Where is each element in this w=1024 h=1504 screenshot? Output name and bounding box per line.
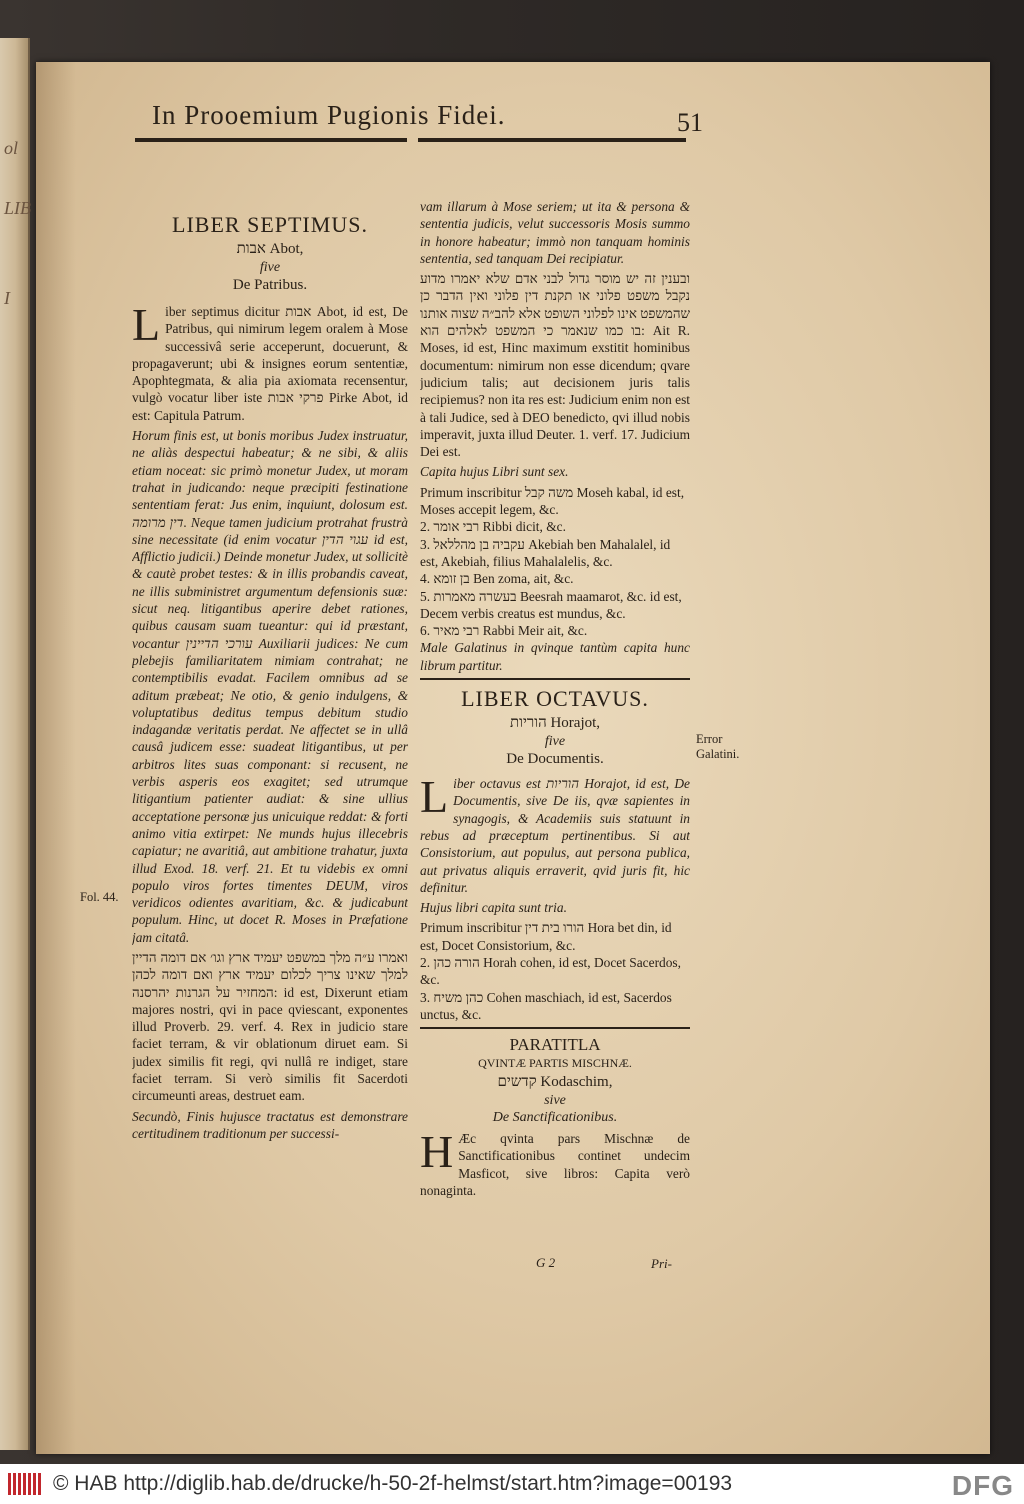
drop-capital: L: [132, 299, 161, 350]
paratitla-subheading: QVINTÆ PARTIS MISCHNÆ.: [478, 1056, 632, 1071]
margin-note-error: Error Galatini.: [696, 732, 740, 761]
chapter-item: 3. כהן משיח Cohen maschiach, id est, Sacerdos unctus, &c.: [420, 989, 672, 1022]
section-rule: [420, 1027, 690, 1029]
left-column: [132, 212, 408, 1272]
chapter-item: 2. רבי אומר Ribbi dicit, &c.: [420, 519, 566, 535]
subtitle: De Patribus.: [232, 277, 308, 293]
copyright-link[interactable]: © HAB http://diglib.hab.de/drucke/h-50-2f-helmst/start.htm?image=00193: [53, 1472, 733, 1495]
section-rule: [420, 678, 690, 680]
signature-mark: G 2: [536, 1255, 556, 1270]
adjacent-page-edge: [0, 38, 30, 1450]
paragraph: Secundò, Finis hujusce tractatus est demonstrare certitudinem traditionum per successi-: [132, 1108, 408, 1141]
drop-capital: H: [420, 1126, 454, 1178]
paragraph: [420, 1126, 690, 1199]
footer-bar: [0, 1464, 1024, 1504]
subtitle: De Documentis.: [506, 751, 604, 768]
chapter-item: Primum inscribitur משה קבל Moseh kabal, id est, Moses accepit legem, &c.: [420, 484, 685, 518]
paragraph: ובענין זה יש מוסר גדול לבני אדם שלא יאמרו מדוע נקבל משפט פלוני או תקנת דין פלוני ואין הדבר כן שהמשפט אינו לפלוני השופט אלא להב״ה שצוה אותנו בו כמו שנאמר כי המשפט לאלהים הוא: Ait R. Moses, id est, Hinc maximum exstitit hominibus documentum: nimirum non esse dicendum; qvare judicium talis; aut decisionem juris talis recipiemus? non ita res est: Judicium enim non est à tali Judice, sed à DEO benedicto, qvi illud nobis imperavit, juxta illud Deuter. 1. verf. 17. Judicium Dei est.: [420, 271, 690, 460]
chapter-item: 5. בעשרה מאמרות Beesrah maamarot, &c. id est, Decem verbis creatus est mundus, &c.: [420, 588, 682, 621]
book-heading-liber-septimus: LIBER SEPTIMUS.: [172, 212, 368, 237]
chapter-item: 6. רבי מאיר Rabbi Meir ait, &c.: [420, 623, 588, 639]
chapter-item: 4. בן זומא Ben zoma, ait, &c.: [420, 571, 574, 587]
sive-label: five: [544, 734, 566, 750]
drop-capital: L: [420, 771, 449, 823]
chapter-item: 3. עקביה בן מהללאל Akebiah ben Mahalalel, id est, Akebiah, filius Mahalalelis, &c.: [420, 536, 671, 569]
paragraph-text: iber septimus dicitur אבות Abot, id est, De Patribus, qui nimirum legem oralem à Mose successivâ serie acceperunt, docuerunt, & propagaverunt; ubi & insignes eorum sententiæ, Apophtegmata, & alia pia axiomata recensentur, vulgò vocatur liber iste פרקי אבות Pirke Abot, id est: Capitula Patrum.: [132, 304, 408, 423]
chapters-intro: Capita hujus Libri sunt sex.: [420, 464, 569, 480]
paragraph: [420, 771, 690, 896]
chapters-note: Male Galatinus in qvinque tantùm capita hunc librum partitur.: [420, 640, 690, 673]
paragraph-text: iber octavus est הוריות Horajot, id est, De Documentis, sive De iis, qvæ sapientes in synagogis, & Academiis suis statuunt in rebus ad præceptum pertinentibus. Si aut Consistorium, aut populus, aut persona publica, aut privatus aliquis erraverit, qvid juris fit, hic definitur.: [420, 776, 690, 895]
paragraph: Horum finis est, ut bonis moribus Judex instruatur, ne aliàs despectui habeatur; & ne sibi, & aliis etiam noceat: sic primò monetur Judex, ut moram trahat in judicando: neque præcipiti festinatione sententiam ferat: Jus enim, inquiunt, dolosum est. דין מרומה. Neque tamen judicium protrahat frustrà sine necessitate (id enim vocatur עגוי הדין id est, Afflictio judicii.) Deinde monetur Judex, ut sollicitè & cautè probet testes: & in illis probandis caveat, ne illis subministret argumentum defensionis suæ: sicut neq. litigantibus aperire debet rationes, quibus causam suam tueantur: qui id præstant, vocantur עורכי הדיינין Auxiliarii judices: Ne cum plebejis familiaritatem nimiam contrahat; ne contemptibilis evadat. Facilem omnibus ad se aditum præbeat; Ne otio, & genio indulgens, & voluptatibus deditus tempus debitum studio indagandæ veritatis perdat. Ne affectet se in ullâ causâ judicem esse: suadeat litigantibus, ut per arbitros lites suas componant: si recusent, ne verbis asperis eos exagitet; sed utrumque litigantium patienter audiat: & sine ullius acceptatione personæ jus unicuique reddat: & forti animo vitia extirpet: Ne munds hujus illecebris capiatur; ne avaritiâ, aut ambitione trahatur, juxta illud Exod. 18. verf. 21. Et tu videbis ex omni populo viros fortes timentes DEUM, viros veridicos odientes avaritiam, &c. & judicabunt populum. Hinc, ut docet R. Moses in Præfatione jam citatâ.: [132, 428, 408, 945]
chapter-item: Primum inscribitur הורו בית דין Hora bet din, id est, Docet Consistorium, &c.: [420, 920, 672, 953]
book-heading-liber-octavus: LIBER OCTAVUS.: [461, 686, 649, 712]
paragraph: ואמרו ע״ה מלך במשפט יעמיד ארץ וגו׳ אם דומה הדיין למלך שאינו צריך לכלום יעמיד ארץ ואם דומה לכהן המחזיר על הגרנות יהרסנה: id est, Dixerunt etiam majores nostri, qvi in pace qviescant, exponentes illud Proverb. 29. verf. 4. Rex in judicio stare faciet terram, & vir oblationum diruet eam. Si judex similis fit regi, qvi nullâ re indiget, stare faciet terram. Si verò similis fit Sacerdoti circumeunti areas, destruet eam.: [132, 949, 408, 1104]
header-rule-right: [418, 138, 686, 142]
hebrew-subheading: קדשים Kodaschim,: [497, 1074, 613, 1091]
adjacent-page-mark: LIB: [4, 198, 31, 218]
sive-label: five: [259, 260, 281, 275]
page-number: 51: [677, 108, 703, 137]
subtitle: De Sanctificationibus.: [492, 1110, 618, 1126]
margin-note-fol: Fol. 44.: [80, 890, 119, 904]
running-head: In Prooemium Pugionis Fidei.: [152, 100, 506, 130]
paragraph: vam illarum à Mose seriem; ut ita & persona & sententia judicis, velut successoris Mosis summo in honore habeatur; immò non tanquam hominis sententia, sed tanquam Dei recipiatur.: [420, 199, 690, 266]
catchword: Pri-: [651, 1256, 672, 1271]
paratitla-heading: PARATITLA: [509, 1035, 601, 1055]
adjacent-page-mark: I: [4, 288, 10, 308]
paragraph-text: Æc qvinta pars Mischnæ de Sanctificationibus continet undecim Masficot, sive libros: Capita verò nonaginta.: [420, 1131, 690, 1199]
sive-label: sive: [544, 1093, 566, 1109]
header-rule-left: [135, 138, 407, 142]
hebrew-subheading: הוריות Horajot,: [509, 715, 601, 732]
dfg-logo: DFG: [951, 1470, 1014, 1501]
paragraph: [132, 299, 408, 424]
hebrew-subheading: אבות Abot,: [236, 241, 304, 257]
adjacent-page-mark: ol: [4, 138, 19, 158]
right-column: [420, 198, 690, 1258]
chapters-intro: Hujus libri capita sunt tria.: [420, 900, 567, 916]
chapter-item: 2. הורה כהן Horah cohen, id est, Docet Sacerdos, &c.: [420, 954, 681, 988]
barcode-icon: [8, 1473, 41, 1495]
